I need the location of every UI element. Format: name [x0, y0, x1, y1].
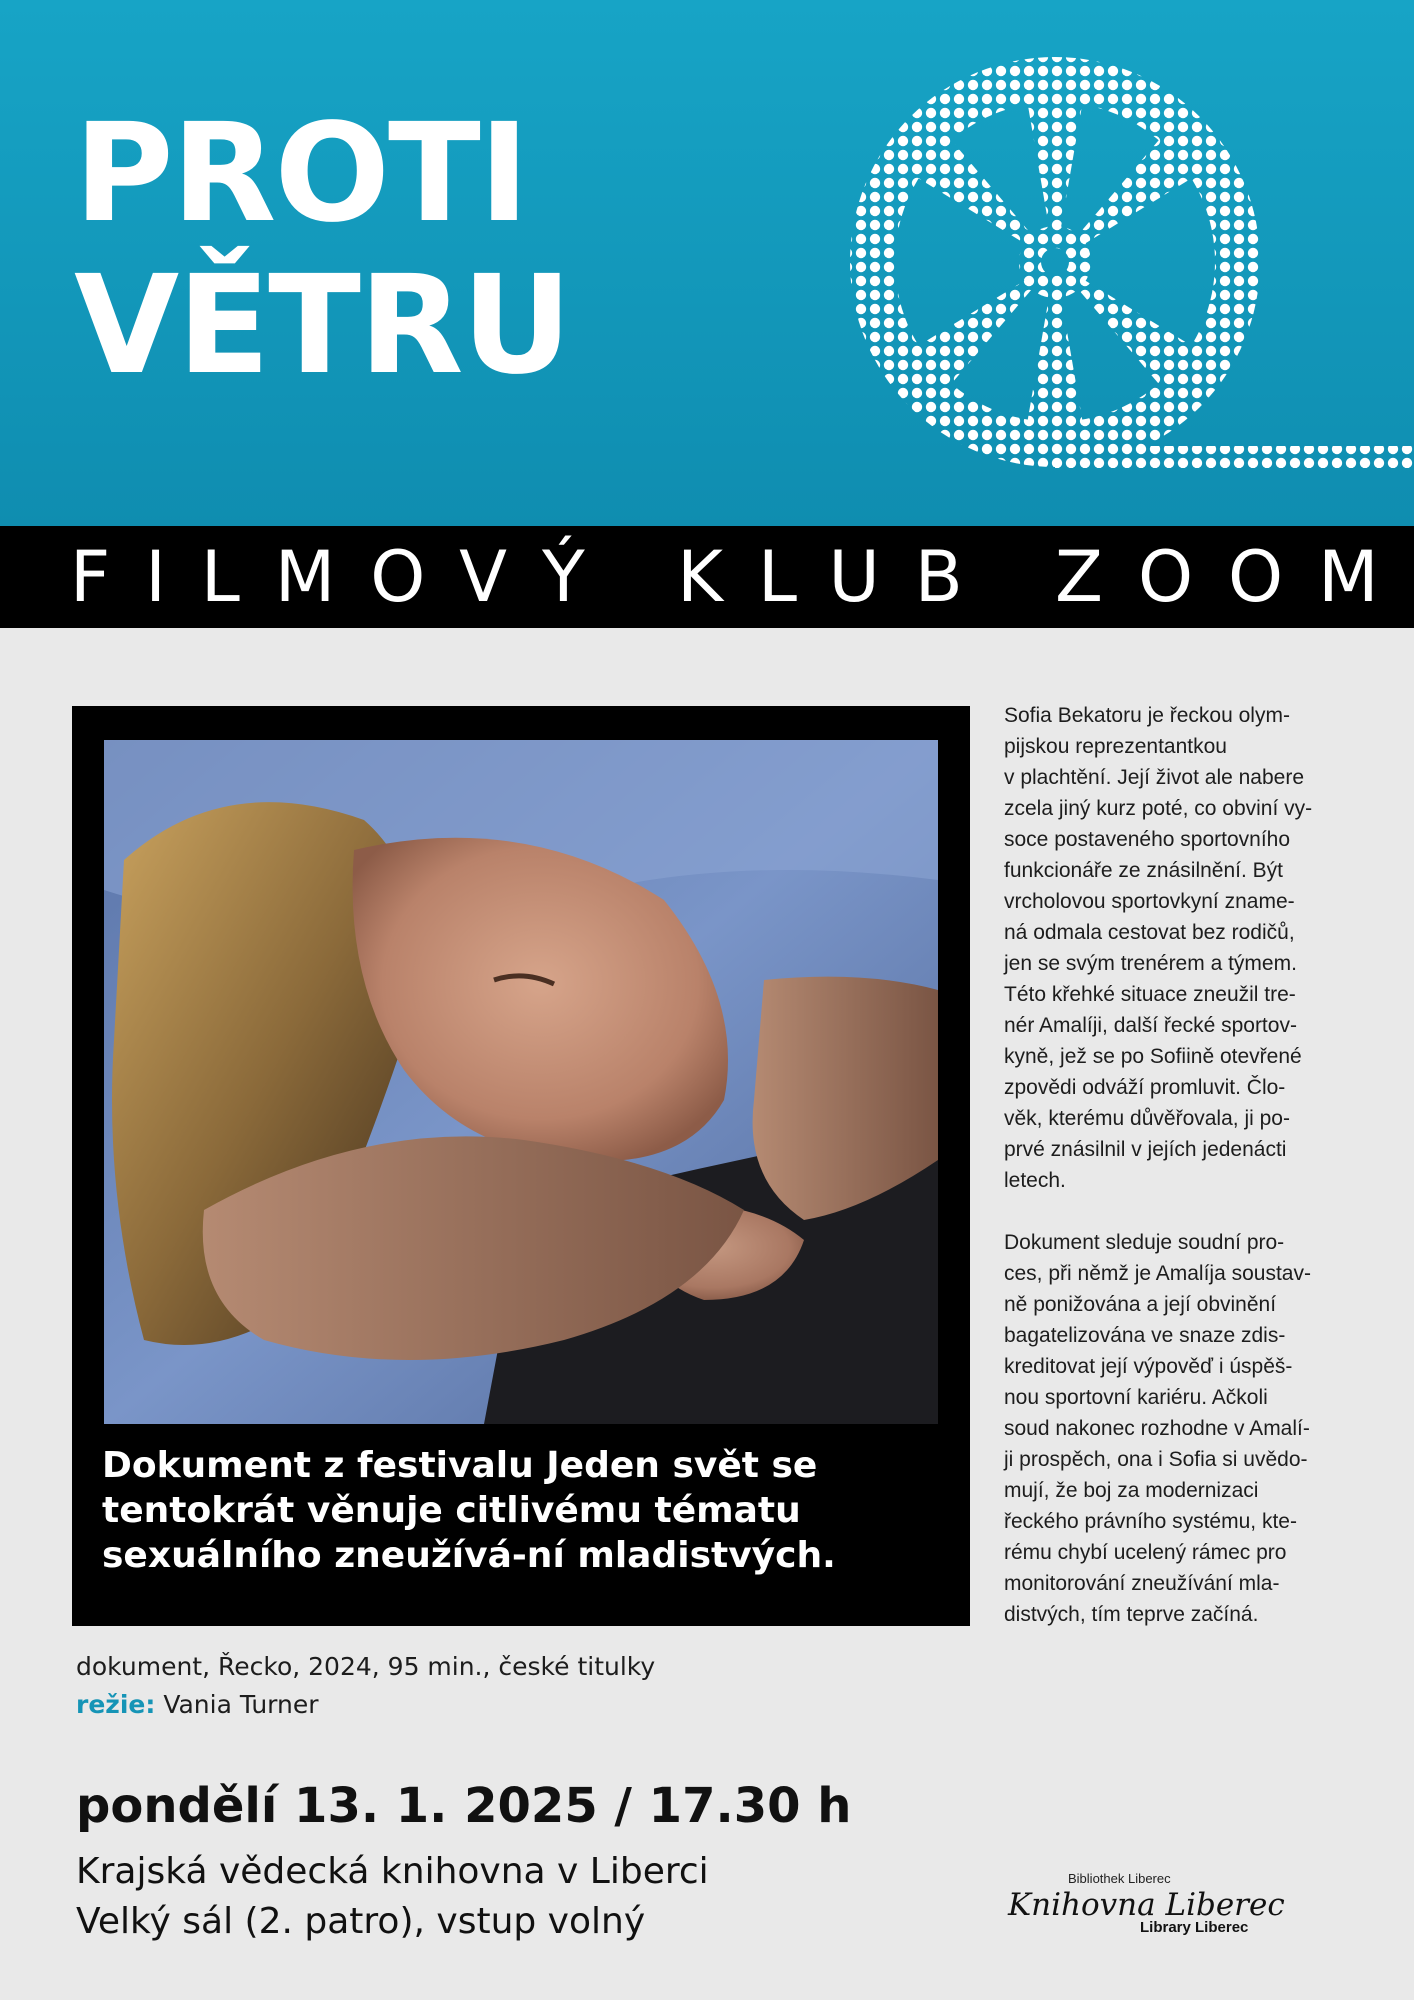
logo-script-text: Knihovna Liberec — [1008, 1887, 1285, 1923]
film-info — [76, 1648, 976, 1724]
film-still-image — [104, 740, 938, 1424]
venue-line-2: Velký sál (2. patro), vstup volný — [76, 1901, 646, 1942]
club-name: FILMOVÝ KLUB ZOOM — [70, 536, 1414, 618]
description-paragraph-2: Dokument sleduje soudní pro- ces, při němž je Amalíja soustav- ně ponižována a její obvinění bagatelizována ve snaze zdis- kreditovat její výpověď i úspěš- nou sportovní kariéru. Ačkoli soud nakonec rozhodne v Amalí- ji prospěch, ona i Sofia si uvědo- mují, že boj za modernizaci řeckého právního systému, kte- rému chybí ucelený rámec pro monitorování zneužívání mla- distvých, tím teprve začíná. — [1004, 1231, 1311, 1626]
event-datetime: pondělí 13. 1. 2025 / 17.30 h — [76, 1778, 852, 1834]
film-title-line-1: PROTI — [74, 95, 528, 253]
venue-line-1: Krajská vědecká knihovna v Liberci — [76, 1851, 709, 1892]
film-still-illustration — [104, 740, 938, 1424]
film-description — [1004, 700, 1384, 1661]
library-logo — [1004, 1869, 1294, 1939]
director-label: režie: — [76, 1690, 156, 1719]
description-paragraph-1: Sofia Bekatoru je řeckou olym- pijskou reprezentantkou v plachtění. Její život ale nabere zcela jiný kurz poté, co obviní vy- soce postaveného sportovního funkcionáře ze znásilnění. Být vrcholovou sportovkyní zname- ná odmala cestovat bez rodičů, jen se svým trenérem a týmem. Této křehké situace zneužil tre- nér Amalíji, další řecké sportov- kyně, jež se po Sofiině otevřené zpovědi odváží promluvit. Člo- věk, kterému důvěřovala, ji po- prvé znásilnil v jejích jedenácti letech. — [1004, 704, 1313, 1192]
director-name: Vania Turner — [163, 1690, 319, 1719]
logo-top-text: Bibliothek Liberec — [1068, 1871, 1171, 1886]
event-venue — [76, 1847, 976, 1947]
film-title-line-2: VĚTRU — [74, 247, 571, 405]
poster-caption: Dokument z festivalu Jeden svět se tentokrát věnuje citlivému tématu sexuálního zneužívá-ní mladistvých. — [102, 1445, 836, 1576]
director-line — [76, 1686, 976, 1724]
logo-bottom-text: Library Liberec — [1140, 1919, 1249, 1936]
film-title — [74, 95, 571, 405]
film-details: dokument, Řecko, 2024, 95 min., české titulky — [76, 1652, 656, 1681]
film-reel-icon — [840, 50, 1414, 470]
